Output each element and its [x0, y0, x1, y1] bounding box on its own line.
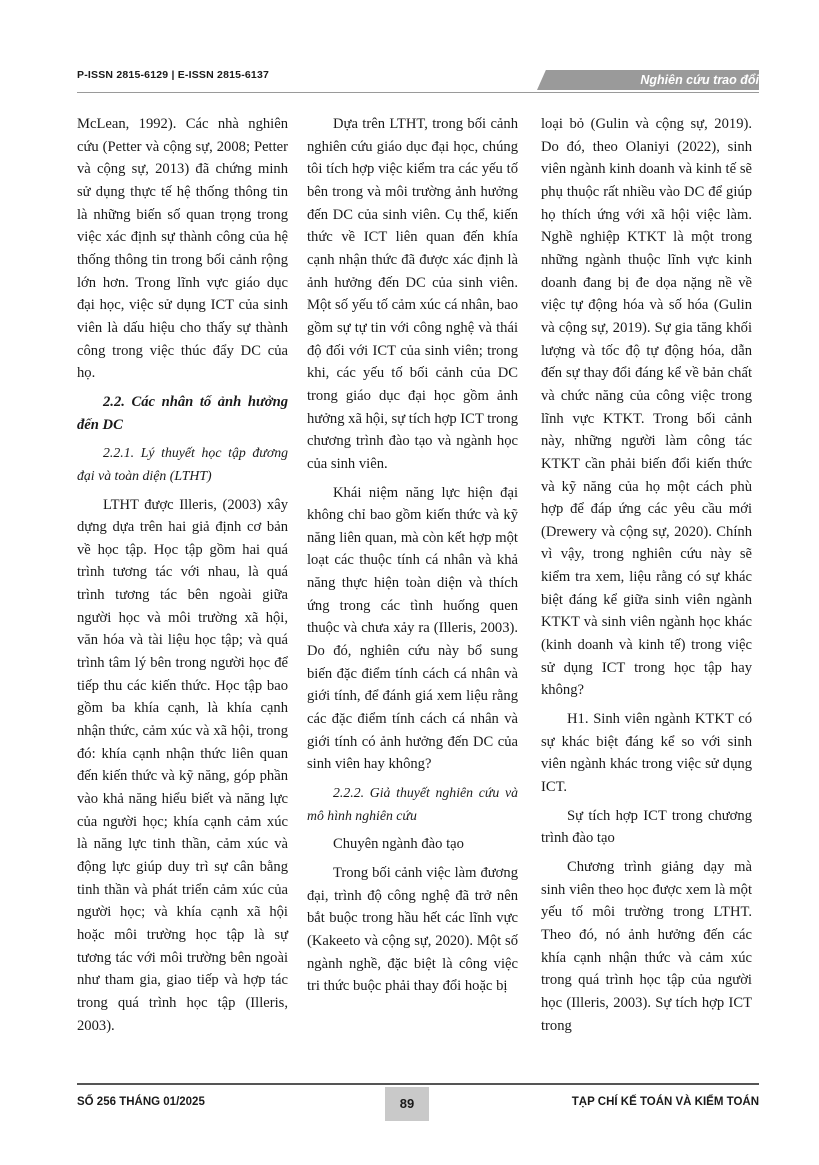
issn-header: P-ISSN 2815-6129 | E-ISSN 2815-6137: [77, 69, 270, 81]
paragraph: loại bỏ (Gulin và cộng sự, 2019). Do đó, theo Olaniyi (2022), sinh viên ngành kinh doanh và kinh tế sẽ phụ thuộc rất nhiều vào DC để giúp họ thích ứng với xã hội việc làm. Nghề nghiệp KTKT là một trong những ngành thuộc lĩnh vực kinh doanh đang bị đe dọa nặng nề về việc tự động hóa và số hóa (Gulin và cộng sự, 2019). Sự gia tăng khối lượng và tốc độ tự động hóa, dẫn đến sự thay đổi đáng kể về bản chất và chức năng của công việc trong lĩnh vực KTKT. Trong bối cảnh này, những người làm công tác KTKT cần phải biến đổi kiến thức và kỹ năng của họ một cách phù hợp để đáp ứng các yêu cầu mới (Drewery và cộng sự, 2020). Chính vì vậy, trong nghiên cứu này sẽ kiểm tra xem, liệu rằng có sự khác biệt đáng kể giữa sinh viên ngành KTKT và sinh viên ngành học khác (kinh doanh và kinh tế) trong việc sử dụng ICT trong học tập hay không?: [541, 116, 752, 699]
paragraph: Dựa trên LTHT, trong bối cảnh nghiên cứu giáo dục đại học, chúng tôi tích hợp việc kiểm tra các yếu tố bên trong và môi trường ảnh hưởng đến DC của sinh viên. Cụ thể, kiến thức về ICT liên quan đến khía cạnh nhận thức đã được xác định là ảnh hưởng đến DC của sinh viên. Một số yếu tố cảm xúc cá nhân, bao gồm sự tự tin với công nghệ và thái độ đối với ICT của sinh viên; trong khi, các yếu tố bối cảnh của DC trong giáo dục đại học gồm ảnh hưởng xã hội, sự tích hợp ICT trong chương trình đào tạo và ngành học của sinh viên.: [307, 116, 518, 472]
column-1: [77, 113, 288, 1043]
subsection-heading: 2.2.2. Giả thuyết nghiên cứu và mô hình nghiên cứu: [307, 785, 518, 823]
column-2: [307, 113, 518, 1004]
issue-label: SỐ 256 THÁNG 01/2025: [77, 1096, 205, 1108]
section-heading: 2.2. Các nhân tố ảnh hưởng đến DC: [77, 393, 288, 433]
header-rule: [77, 92, 759, 93]
paragraph: Chương trình giảng dạy mà sinh viên theo học được xem là một yếu tố môi trường trong LTHT. Theo đó, nó ảnh hưởng đến các khía cạnh nhận thức và cảm xúc trong quá trình học tập của người học (Illeris, 2003). Sự tích hợp ICT trong: [541, 859, 752, 1034]
column-3: [541, 113, 752, 1043]
footer-rule: [77, 1083, 759, 1085]
topic-label: Chuyên ngành đào tạo: [333, 836, 464, 853]
section-title: Nghiên cứu trao đổi: [640, 73, 759, 87]
paragraph: Trong bối cảnh việc làm đương đại, trình độ công nghệ đã trở nên bắt buộc trong hầu hết các lĩnh vực (Kakeeto và cộng sự, 2020). Một số ngành nghề, đặc biệt là công việc tri thức buộc phải thay đổi hoặc bị: [307, 865, 518, 995]
paragraph: LTHT được Illeris, (2003) xây dựng dựa trên hai giả định cơ bản về học tập. Học tập gồm hai quá trình tương tác với nhau, là quá trình tương tác bên ngoài giữa người học và môi trường xã hội, văn hóa và tài liệu học tập; và quá trình tâm lý bên trong người học để tiếp thu các kiến thức. Học tập bao gồm ba khía cạnh, là khía cạnh nhận thức, cảm xúc và xã hội, trong đó: khía cạnh nhận thức liên quan đến kiến thức và kỹ năng, góp phần vào khả năng hiểu biết và năng lực của người học; khía cạnh cảm xúc là năng lực tinh thần, cảm xúc và động lực giúp duy trì sự cân bằng tinh thần và phát triển cảm xúc của người học; và khía cạnh xã hội hoặc môi trường học tập là sự tương tác với môi trường bên ngoài như tham gia, giao tiếp và hợp tác trong quá trình học tập (Illeris, 2003).: [77, 496, 288, 1034]
journal-name: TẠP CHÍ KẾ TOÁN VÀ KIỂM TOÁN: [571, 1096, 759, 1108]
paragraph: Khái niệm năng lực hiện đại không chỉ bao gồm kiến thức và kỹ năng liên quan, mà còn kết hợp một loạt các thuộc tính cá nhân và khả năng thực hiện toàn diện và thích ứng trong các tình huống quen thuộc và chưa xảy ra (Illeris, 2003). Do đó, nghiên cứu này bổ sung biến đặc điểm tính cách cá nhân và giới tính, để đánh giá xem liệu rằng các đặc điểm tính cách cá nhân và giới tính có ảnh hưởng đến DC của sinh viên hay không?: [307, 484, 518, 773]
hypothesis: H1. Sinh viên ngành KTKT có sự khác biệt đáng kể so với sinh viên ngành khác trong việc sử dụng ICT.: [541, 711, 752, 796]
page-number: 89: [385, 1087, 429, 1121]
topic-label: Sự tích hợp ICT trong chương trình đào tạo: [541, 807, 752, 847]
paragraph: McLean, 1992). Các nhà nghiên cứu (Petter và cộng sự, 2008; Petter và cộng sự, 2013) đã chứng minh sử dụng thực tế hệ thống thông tin là những biến số quan trọng trong việc xác định sự thành công của hệ thống thông tin trong bối cảnh rộng lớn hơn. Trong lĩnh vực giáo dục đại học, việc sử dụng ICT của sinh viên là dấu hiệu cho thấy sự thành công trong việc thúc đẩy DC của họ.: [77, 116, 288, 382]
subsection-heading: 2.2.1. Lý thuyết học tập đương đại và toàn diện (LTHT): [77, 445, 288, 483]
